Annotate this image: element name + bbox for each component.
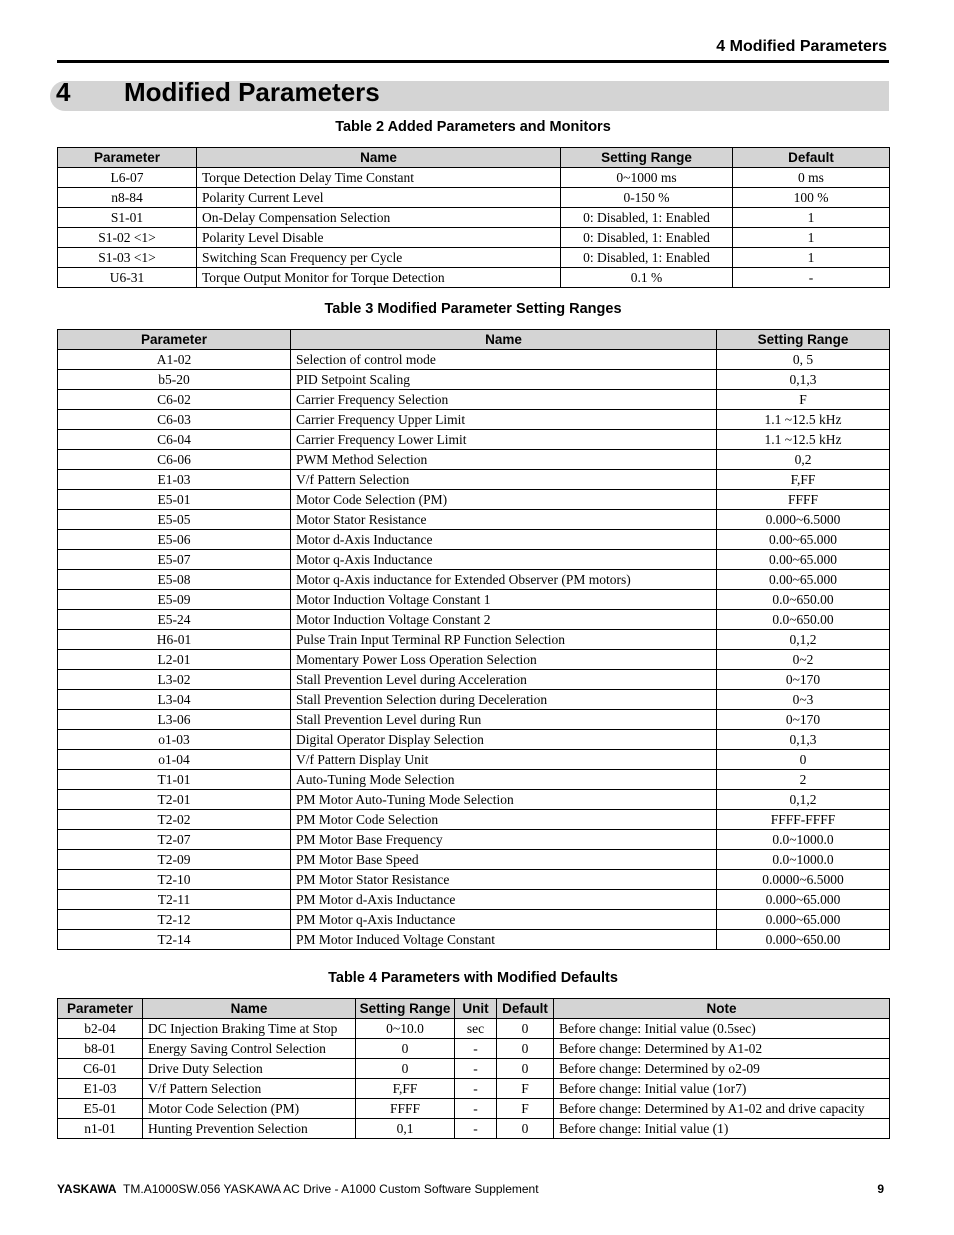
table-cell: C6-02 bbox=[58, 390, 291, 410]
table-cell: E5-06 bbox=[58, 530, 291, 550]
table-cell: n1-01 bbox=[58, 1119, 143, 1139]
table-row bbox=[58, 550, 890, 570]
table-cell: Before change: Initial value (0.5sec) bbox=[554, 1019, 890, 1039]
table-cell: Polarity Level Disable bbox=[197, 228, 561, 248]
table-cell: Motor Code Selection (PM) bbox=[291, 490, 717, 510]
table-cell: 0~10.0 bbox=[356, 1019, 455, 1039]
table-cell: 0: Disabled, 1: Enabled bbox=[561, 208, 733, 228]
table-cell: 1 bbox=[733, 248, 890, 268]
table-cell: 0 bbox=[497, 1039, 554, 1059]
table-cell: Digital Operator Display Selection bbox=[291, 730, 717, 750]
table-cell: PM Motor Auto-Tuning Mode Selection bbox=[291, 790, 717, 810]
table-cell: - bbox=[455, 1039, 497, 1059]
table-cell: Torque Output Monitor for Torque Detection bbox=[197, 268, 561, 288]
table-cell: H6-01 bbox=[58, 630, 291, 650]
table-row bbox=[58, 350, 890, 370]
table-cell: Stall Prevention Level during Acceleration bbox=[291, 670, 717, 690]
table-cell: - bbox=[455, 1119, 497, 1139]
table-cell: PM Motor q-Axis Inductance bbox=[291, 910, 717, 930]
table-cell: E5-09 bbox=[58, 590, 291, 610]
table4-modified-defaults bbox=[57, 998, 890, 1139]
table-row bbox=[58, 710, 890, 730]
table3-header-setting-range: Setting Range bbox=[717, 330, 890, 350]
table-row bbox=[58, 670, 890, 690]
table-row bbox=[58, 750, 890, 770]
table-cell: b2-04 bbox=[58, 1019, 143, 1039]
table-cell: 0-150 % bbox=[561, 188, 733, 208]
table3-header-parameter: Parameter bbox=[58, 330, 291, 350]
table3-caption: Table 3 Modified Parameter Setting Ranges bbox=[324, 301, 622, 317]
table-row bbox=[58, 870, 890, 890]
table-row bbox=[58, 490, 890, 510]
table-cell: C6-01 bbox=[58, 1059, 143, 1079]
table-row bbox=[58, 690, 890, 710]
table-cell: Motor q-Axis Inductance bbox=[291, 550, 717, 570]
table4-caption: Table 4 Parameters with Modified Defaults bbox=[328, 970, 618, 986]
table-row bbox=[58, 590, 890, 610]
table-cell: 0 ms bbox=[733, 168, 890, 188]
table-cell: S1-02 <1> bbox=[58, 228, 197, 248]
table-row bbox=[58, 770, 890, 790]
table-cell: T2-09 bbox=[58, 850, 291, 870]
table-cell: Drive Duty Selection bbox=[143, 1059, 356, 1079]
table-cell: E5-05 bbox=[58, 510, 291, 530]
table-cell: 0.00~65.000 bbox=[717, 570, 890, 590]
table-cell: Carrier Frequency Lower Limit bbox=[291, 430, 717, 450]
table2-header-setting-range: Setting Range bbox=[561, 148, 733, 168]
chapter-number: 4 bbox=[56, 77, 71, 107]
table-cell: T2-10 bbox=[58, 870, 291, 890]
table-cell: T2-11 bbox=[58, 890, 291, 910]
table-cell: 0,2 bbox=[717, 450, 890, 470]
table-cell: 0,1,3 bbox=[717, 730, 890, 750]
table-cell: 0.000~6.5000 bbox=[717, 510, 890, 530]
page-number: 9 bbox=[877, 1182, 884, 1196]
table-cell: 0 bbox=[356, 1039, 455, 1059]
table-cell: T2-12 bbox=[58, 910, 291, 930]
table-row bbox=[58, 1119, 890, 1139]
table-row bbox=[58, 830, 890, 850]
table-cell: PID Setpoint Scaling bbox=[291, 370, 717, 390]
table-cell: 0.1 % bbox=[561, 268, 733, 288]
table-cell: E5-01 bbox=[58, 1099, 143, 1119]
table-cell: Selection of control mode bbox=[291, 350, 717, 370]
table-cell: F bbox=[497, 1079, 554, 1099]
table-row bbox=[58, 570, 890, 590]
table-row bbox=[58, 510, 890, 530]
table-row bbox=[58, 610, 890, 630]
table-row bbox=[58, 168, 890, 188]
table-cell: Polarity Current Level bbox=[197, 188, 561, 208]
table-cell: A1-02 bbox=[58, 350, 291, 370]
table-cell: - bbox=[455, 1079, 497, 1099]
table4-header-parameter: Parameter bbox=[58, 999, 143, 1019]
table-cell: V/f Pattern Selection bbox=[143, 1079, 356, 1099]
chapter-title: Modified Parameters bbox=[124, 77, 380, 107]
table4-header-unit: Unit bbox=[455, 999, 497, 1019]
table-cell: - bbox=[455, 1059, 497, 1079]
table2-header-default: Default bbox=[733, 148, 890, 168]
table-cell: 0~170 bbox=[717, 710, 890, 730]
table-row bbox=[58, 930, 890, 950]
table-cell: Motor d-Axis Inductance bbox=[291, 530, 717, 550]
table4-header-row bbox=[58, 999, 890, 1019]
table-cell: L3-04 bbox=[58, 690, 291, 710]
table-cell: Before change: Initial value (1) bbox=[554, 1119, 890, 1139]
table-cell: T1-01 bbox=[58, 770, 291, 790]
table-cell: Energy Saving Control Selection bbox=[143, 1039, 356, 1059]
table-row bbox=[58, 1059, 890, 1079]
table-cell: T2-07 bbox=[58, 830, 291, 850]
table-cell: 1.1 ~12.5 kHz bbox=[717, 430, 890, 450]
table2-header-row bbox=[58, 148, 890, 168]
table-cell: o1-03 bbox=[58, 730, 291, 750]
table-cell: E1-03 bbox=[58, 470, 291, 490]
table-cell: Auto-Tuning Mode Selection bbox=[291, 770, 717, 790]
table-cell: 0.000~65.000 bbox=[717, 910, 890, 930]
table-cell: PM Motor Code Selection bbox=[291, 810, 717, 830]
table3-header-row bbox=[58, 330, 890, 350]
table-row bbox=[58, 790, 890, 810]
table-cell: Motor Stator Resistance bbox=[291, 510, 717, 530]
table-cell: sec bbox=[455, 1019, 497, 1039]
table-cell: 1 bbox=[733, 228, 890, 248]
table-cell: 0.000~65.000 bbox=[717, 890, 890, 910]
table-cell: E5-08 bbox=[58, 570, 291, 590]
table2-caption: Table 2 Added Parameters and Monitors bbox=[335, 119, 611, 135]
table-cell: F bbox=[497, 1099, 554, 1119]
table-row bbox=[58, 810, 890, 830]
table-cell: Before change: Determined by A1-02 and drive capacity bbox=[554, 1099, 890, 1119]
table-row bbox=[58, 248, 890, 268]
table-cell: 0 bbox=[356, 1059, 455, 1079]
table-cell: o1-04 bbox=[58, 750, 291, 770]
table-cell: n8-84 bbox=[58, 188, 197, 208]
table4-header-name: Name bbox=[143, 999, 356, 1019]
table-cell: 0~2 bbox=[717, 650, 890, 670]
table-row bbox=[58, 430, 890, 450]
table-cell: 0,1 bbox=[356, 1119, 455, 1139]
table-cell: 100 % bbox=[733, 188, 890, 208]
table-cell: Pulse Train Input Terminal RP Function Selection bbox=[291, 630, 717, 650]
table-cell: - bbox=[733, 268, 890, 288]
table4-header-default: Default bbox=[497, 999, 554, 1019]
table-cell: 0.0~650.00 bbox=[717, 590, 890, 610]
table-cell: 0 bbox=[497, 1059, 554, 1079]
header-rule bbox=[57, 60, 889, 63]
table-cell: - bbox=[455, 1099, 497, 1119]
table4-header-setting-range: Setting Range bbox=[356, 999, 455, 1019]
table-cell: S1-03 <1> bbox=[58, 248, 197, 268]
table-cell: PM Motor Stator Resistance bbox=[291, 870, 717, 890]
table-cell: 0~170 bbox=[717, 670, 890, 690]
table2-header-parameter: Parameter bbox=[58, 148, 197, 168]
table-cell: Carrier Frequency Upper Limit bbox=[291, 410, 717, 430]
table-cell: E5-01 bbox=[58, 490, 291, 510]
table-cell: Motor Induction Voltage Constant 2 bbox=[291, 610, 717, 630]
running-head: 4 Modified Parameters bbox=[716, 38, 887, 55]
table-cell: Carrier Frequency Selection bbox=[291, 390, 717, 410]
table-cell: 0 bbox=[717, 750, 890, 770]
table-cell: T2-02 bbox=[58, 810, 291, 830]
table-row bbox=[58, 1019, 890, 1039]
table-cell: C6-04 bbox=[58, 430, 291, 450]
table-row bbox=[58, 370, 890, 390]
table-cell: 0.0~1000.0 bbox=[717, 850, 890, 870]
table-cell: 0.00~65.000 bbox=[717, 530, 890, 550]
table-cell: DC Injection Braking Time at Stop bbox=[143, 1019, 356, 1039]
table-cell: Motor q-Axis inductance for Extended Observer (PM motors) bbox=[291, 570, 717, 590]
footer-document-title: TM.A1000SW.056 YASKAWA AC Drive - A1000 Custom Software Supplement bbox=[123, 1182, 539, 1196]
table-cell: Motor Induction Voltage Constant 1 bbox=[291, 590, 717, 610]
table-cell: Stall Prevention Level during Run bbox=[291, 710, 717, 730]
table-row bbox=[58, 450, 890, 470]
table-cell: 1 bbox=[733, 208, 890, 228]
table-cell: L6-07 bbox=[58, 168, 197, 188]
table-cell: E1-03 bbox=[58, 1079, 143, 1099]
table-cell: 0.0~650.00 bbox=[717, 610, 890, 630]
table-cell: 0, 5 bbox=[717, 350, 890, 370]
table-row bbox=[58, 470, 890, 490]
table-cell: 0.0000~6.5000 bbox=[717, 870, 890, 890]
table-cell: Before change: Determined by A1-02 bbox=[554, 1039, 890, 1059]
table-cell: C6-03 bbox=[58, 410, 291, 430]
table-cell: 0~3 bbox=[717, 690, 890, 710]
table-cell: 0.00~65.000 bbox=[717, 550, 890, 570]
table-row bbox=[58, 1099, 890, 1119]
table-cell: PM Motor d-Axis Inductance bbox=[291, 890, 717, 910]
table-row bbox=[58, 228, 890, 248]
table3-modified-setting-ranges bbox=[57, 329, 890, 950]
table-row bbox=[58, 630, 890, 650]
table-cell: V/f Pattern Selection bbox=[291, 470, 717, 490]
table-cell: Before change: Initial value (1or7) bbox=[554, 1079, 890, 1099]
table-cell: FFFF-FFFF bbox=[717, 810, 890, 830]
table-cell: 0,1,2 bbox=[717, 630, 890, 650]
table-cell: PM Motor Base Frequency bbox=[291, 830, 717, 850]
table-cell: 0: Disabled, 1: Enabled bbox=[561, 248, 733, 268]
table-cell: U6-31 bbox=[58, 268, 197, 288]
table-cell: b5-20 bbox=[58, 370, 291, 390]
table-cell: F bbox=[717, 390, 890, 410]
table-cell: 0,1,2 bbox=[717, 790, 890, 810]
table-row bbox=[58, 208, 890, 228]
table-row bbox=[58, 390, 890, 410]
table-cell: Before change: Determined by o2-09 bbox=[554, 1059, 890, 1079]
table-cell: E5-24 bbox=[58, 610, 291, 630]
table-cell: 0~1000 ms bbox=[561, 168, 733, 188]
table-cell: b8-01 bbox=[58, 1039, 143, 1059]
table-cell: On-Delay Compensation Selection bbox=[197, 208, 561, 228]
table-row bbox=[58, 890, 890, 910]
table-cell: 0.000~650.00 bbox=[717, 930, 890, 950]
table-cell: Motor Code Selection (PM) bbox=[143, 1099, 356, 1119]
table-cell: L3-02 bbox=[58, 670, 291, 690]
table-cell: S1-01 bbox=[58, 208, 197, 228]
table4-header-note: Note bbox=[554, 999, 890, 1019]
table-cell: Switching Scan Frequency per Cycle bbox=[197, 248, 561, 268]
table-row bbox=[58, 268, 890, 288]
table2-header-name: Name bbox=[197, 148, 561, 168]
table-cell: F,FF bbox=[717, 470, 890, 490]
table-cell: L3-06 bbox=[58, 710, 291, 730]
table-row bbox=[58, 650, 890, 670]
table-cell: PM Motor Induced Voltage Constant bbox=[291, 930, 717, 950]
table-row bbox=[58, 730, 890, 750]
table-cell: T2-14 bbox=[58, 930, 291, 950]
table-cell: F,FF bbox=[356, 1079, 455, 1099]
table-cell: Hunting Prevention Selection bbox=[143, 1119, 356, 1139]
table-row bbox=[58, 530, 890, 550]
table-cell: 0,1,3 bbox=[717, 370, 890, 390]
table-cell: 1.1 ~12.5 kHz bbox=[717, 410, 890, 430]
table-cell: Stall Prevention Selection during Deceleration bbox=[291, 690, 717, 710]
table-cell: 0: Disabled, 1: Enabled bbox=[561, 228, 733, 248]
table-cell: FFFF bbox=[717, 490, 890, 510]
table-cell: Torque Detection Delay Time Constant bbox=[197, 168, 561, 188]
table-row bbox=[58, 1039, 890, 1059]
table-cell: 0.0~1000.0 bbox=[717, 830, 890, 850]
table-row bbox=[58, 188, 890, 208]
table-cell: C6-06 bbox=[58, 450, 291, 470]
table3-header-name: Name bbox=[291, 330, 717, 350]
table-row bbox=[58, 850, 890, 870]
page-footer bbox=[57, 1182, 539, 1196]
table-row bbox=[58, 1079, 890, 1099]
table-cell: 0 bbox=[497, 1019, 554, 1039]
table-cell: T2-01 bbox=[58, 790, 291, 810]
table-cell: Momentary Power Loss Operation Selection bbox=[291, 650, 717, 670]
table-cell: 2 bbox=[717, 770, 890, 790]
table-cell: L2-01 bbox=[58, 650, 291, 670]
table-cell: FFFF bbox=[356, 1099, 455, 1119]
table-cell: V/f Pattern Display Unit bbox=[291, 750, 717, 770]
footer-brand: YASKAWA bbox=[57, 1182, 117, 1196]
table-row bbox=[58, 410, 890, 430]
table-cell: E5-07 bbox=[58, 550, 291, 570]
table-row bbox=[58, 910, 890, 930]
table2-added-parameters bbox=[57, 147, 890, 288]
table-cell: 0 bbox=[497, 1119, 554, 1139]
table-cell: PM Motor Base Speed bbox=[291, 850, 717, 870]
table-cell: PWM Method Selection bbox=[291, 450, 717, 470]
